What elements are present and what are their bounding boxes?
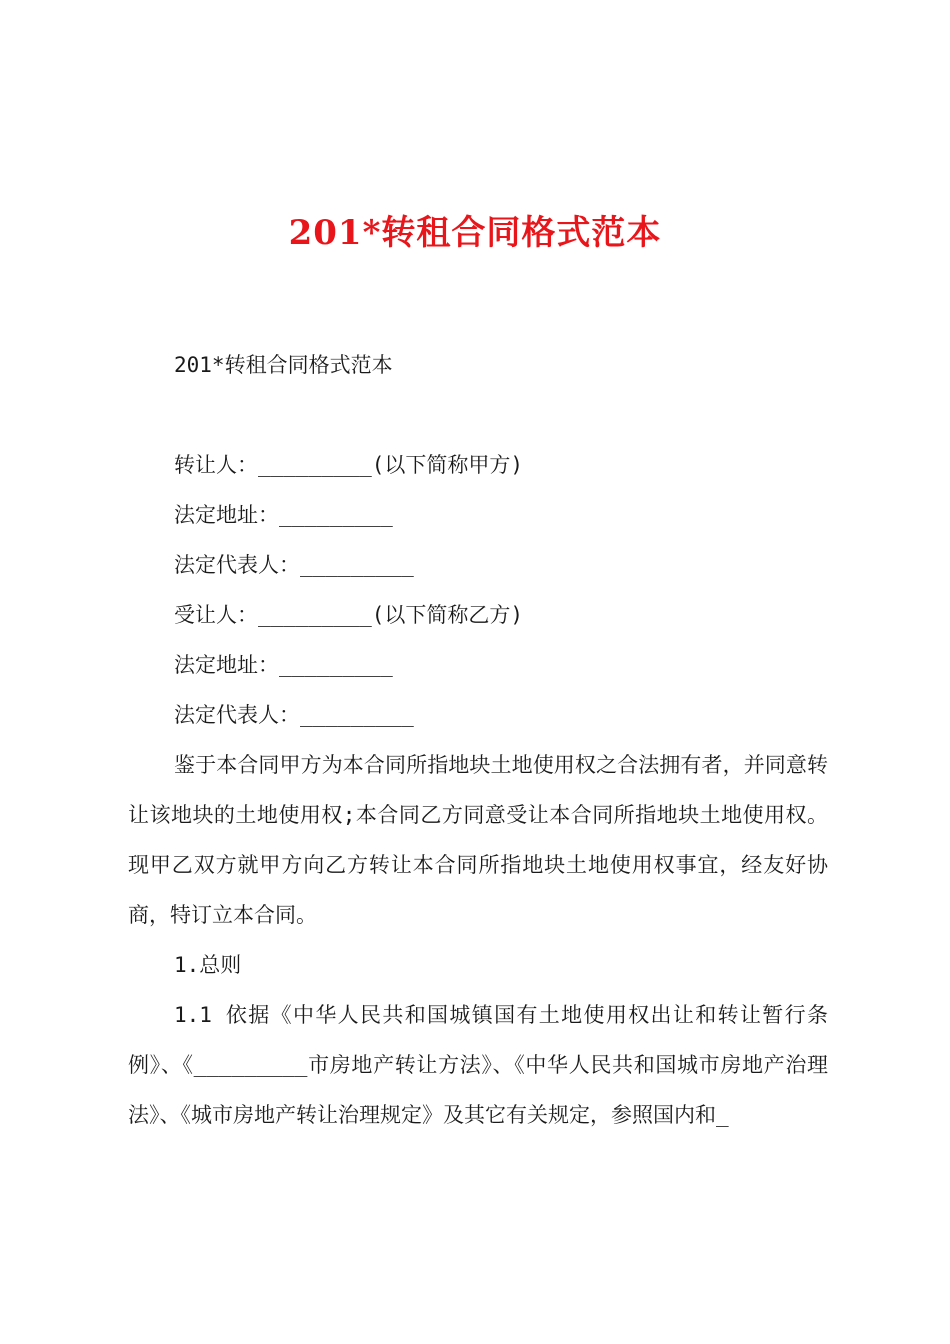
section-heading: 1.总则 — [174, 953, 242, 977]
party-a-address-line: 法定地址：_________ — [174, 503, 393, 527]
transferee-line: 受让人：_________(以下简称乙方) — [174, 603, 524, 627]
document-title: 201*转租合同格式范本 — [288, 213, 662, 253]
party-a-representative-line: 法定代表人：_________ — [174, 553, 414, 577]
preamble-paragraph: 鉴于本合同甲方为本合同所指地块土地使用权之合法拥有者，并同意转让该地块的土地使用权;本合同乙方同意受让本合同所指地块土地使用权。现甲乙双方就甲方向乙方转让本合同所指地块土地使用权事宜，经友好协商，特订立本合同。 — [128, 753, 828, 927]
document-body — [128, 340, 828, 1140]
party-b-address-line: 法定地址：_________ — [174, 653, 393, 677]
clause-paragraph: 1.1 依据《中华人民共和国城镇国有土地使用权出让和转让暂行条例》、《_________市房地产转让方法》、《中华人民共和国城市房地产治理法》、《城市房地产转让治理规定》及其它有关规定，参照国内和_ — [128, 1003, 828, 1127]
document-subtitle: 201*转租合同格式范本 — [174, 353, 393, 377]
party-b-representative-line: 法定代表人：_________ — [174, 703, 414, 727]
transferor-line: 转让人：_________(以下简称甲方) — [174, 453, 524, 477]
